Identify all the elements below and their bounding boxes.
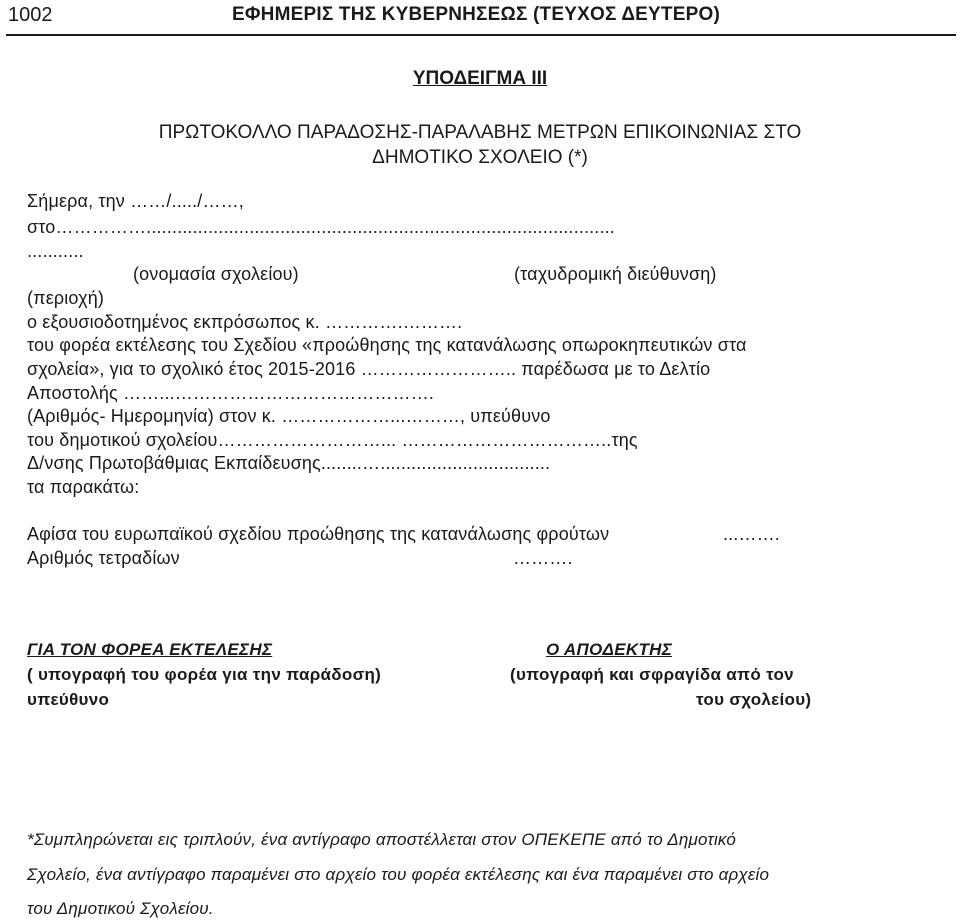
protocol-title-line2: ΔΗΜΟΤΙΚΟ ΣΧΟΛΕΙΟ (*) <box>372 147 588 168</box>
specimen-title: ΥΠΟΔΕΙΓΜΑ ΙΙΙ <box>412 68 548 89</box>
body-number-date-line: (Αριθμός- Ημερομηνία) στον κ. ………………...………, υπεύθυνο <box>27 406 551 426</box>
body-primary-school-line: του δημοτικού σχολείου………………………... ……………………………..της <box>27 430 638 450</box>
footnote-line1: *Συμπληρώνεται εις τριπλούν, ένα αντίγραφο αποστέλλεται στον ΟΠΕΚΕΠΕ από το Δημοτικό <box>27 830 737 849</box>
signature-right-line1: (υπογραφή και σφραγίδα από τον <box>510 665 794 684</box>
item-notebooks: Αριθμός τετραδίων <box>27 548 180 568</box>
item-poster-qty: ...……. <box>723 524 780 544</box>
signature-left-line1: ( υπογραφή του φορέα για την παράδοση) <box>27 665 382 684</box>
item-poster: Αφίσα του ευρωπαϊκού σχεδίου προώθησης της κατανάλωσης φρούτων <box>27 524 610 544</box>
footnote-line2: Σχολείο, ένα αντίγραφο παραμένει στο αρχείο του φορέα εκτέλεσης και ένα παραμένει στο αρχείο <box>27 865 770 884</box>
signature-left-line2: υπεύθυνο <box>27 690 110 709</box>
body-following-line: τα παρακάτω: <box>27 477 140 497</box>
body-dots-line: ........... <box>27 241 84 261</box>
page-number: 1002 <box>8 4 53 26</box>
signature-left-title: ΓΙΑ ΤΟΝ ΦΟΡΕΑ ΕΚΤΕΛΕΣΗΣ <box>27 640 273 659</box>
item-notebooks-qty: ………. <box>513 548 573 568</box>
body-operator-line: του φορέα εκτέλεσης του Σχεδίου «προώθησης της κατανάλωσης οπωροκηπευτικών στα <box>27 335 747 355</box>
protocol-title-line1: ΠΡΩΤΟΚΟΛΛΟ ΠΑΡΑΔΟΣΗΣ-ΠΑΡΑΛΑΒΗΣ ΜΕΤΡΩΝ ΕΠΙΚΟΙΝΩΝΙΑΣ ΣΤΟ <box>158 122 802 143</box>
signature-right-title: Ο ΑΠΟΔΕΚΤΗΣ <box>546 640 673 659</box>
body-school-year-line: σχολεία», για το σχολικό έτος 2015-2016 …………………….. παρέδωσα με το Δελτίο <box>27 359 711 379</box>
signature-right-line2: του σχολείου) <box>696 690 812 709</box>
label-postal-address: (ταχυδρομική διεύθυνση) <box>514 264 717 284</box>
body-representative-line: ο εξουσιοδοτημένος εκπρόσωπος κ. ………….………. <box>27 312 463 332</box>
label-region: (περιοχή) <box>27 288 105 308</box>
gazette-title: ΕΦΗΜΕΡΙΣ ΤΗΣ ΚΥΒΕΡΝΗΣΕΩΣ (ΤΕΥΧΟΣ ΔΕΥΤΕΡΟ) <box>232 4 720 25</box>
label-school-name: (ονομασία σχολείου) <box>133 264 299 284</box>
body-directorate-line: Δ/νσης Πρωτοβάθμιας Εκπαίδευσης........…................................. <box>27 453 551 473</box>
body-date-line: Σήμερα, την ……/...../……, <box>27 191 244 211</box>
footnote-line3: του Δημοτικού Σχολείου. <box>27 899 214 918</box>
body-school-line: στο……………........................................................................................... <box>27 217 615 237</box>
body-dispatch-line: Αποστολής ……...……………………………………. <box>27 383 435 403</box>
header-divider <box>6 34 956 36</box>
